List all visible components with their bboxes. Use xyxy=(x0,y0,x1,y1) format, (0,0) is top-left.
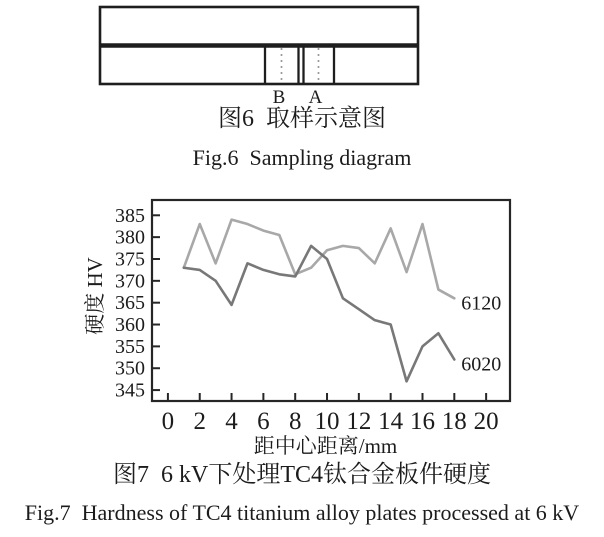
x-tick-label-8: 8 xyxy=(288,408,302,435)
y-tick-label-380: 380 xyxy=(115,226,145,249)
x-tick-label-10: 10 xyxy=(314,408,340,435)
sample-slot-a xyxy=(304,44,335,84)
fig7-hardness-chart xyxy=(80,190,550,462)
series-6020-line xyxy=(184,246,454,381)
x-tick-label-4: 4 xyxy=(225,408,238,435)
x-tick-label-2: 2 xyxy=(193,408,206,435)
fig7-caption-en: Fig.7 Hardness of TC4 titanium alloy plates processed at 6 kV xyxy=(24,500,580,525)
slot-b-label: B xyxy=(272,87,286,108)
series-6020-label: 6020 xyxy=(461,353,502,376)
plot-border xyxy=(152,200,510,401)
slot-a-label: A xyxy=(308,87,323,108)
y-tick-label-350: 350 xyxy=(115,357,145,380)
fig6-caption-zh: 图6 取样示意图 xyxy=(218,106,386,132)
sample-slot-b xyxy=(265,44,299,84)
y-tick-label-355: 355 xyxy=(115,335,145,358)
y-tick-label-365: 365 xyxy=(115,292,145,315)
y-tick-label-360: 360 xyxy=(115,314,145,337)
x-tick-label-14: 14 xyxy=(378,408,404,435)
x-tick-label-20: 20 xyxy=(473,408,499,435)
fig6-sampling-diagram xyxy=(95,3,430,108)
y-axis-title: 硬度 HV xyxy=(83,257,107,335)
x-axis-title: 距中心距离/mm xyxy=(253,434,398,458)
fig6-caption-en: Fig.6 Sampling diagram xyxy=(192,145,412,170)
y-tick-label-385: 385 xyxy=(115,204,145,227)
x-tick-label-0: 0 xyxy=(161,408,175,435)
series-6120-label: 6120 xyxy=(461,292,502,315)
y-tick-label-375: 375 xyxy=(115,248,145,271)
y-tick-label-370: 370 xyxy=(115,270,145,293)
x-tick-label-6: 6 xyxy=(257,408,270,435)
y-tick-label-345: 345 xyxy=(115,379,145,402)
x-tick-label-12: 12 xyxy=(346,408,372,435)
x-tick-label-18: 18 xyxy=(441,408,467,435)
x-tick-label-16: 16 xyxy=(409,408,435,435)
series-6120-line xyxy=(184,220,454,299)
fig7-caption-zh: 图7 6 kV下处理TC4钛合金板件硬度 xyxy=(113,462,491,488)
